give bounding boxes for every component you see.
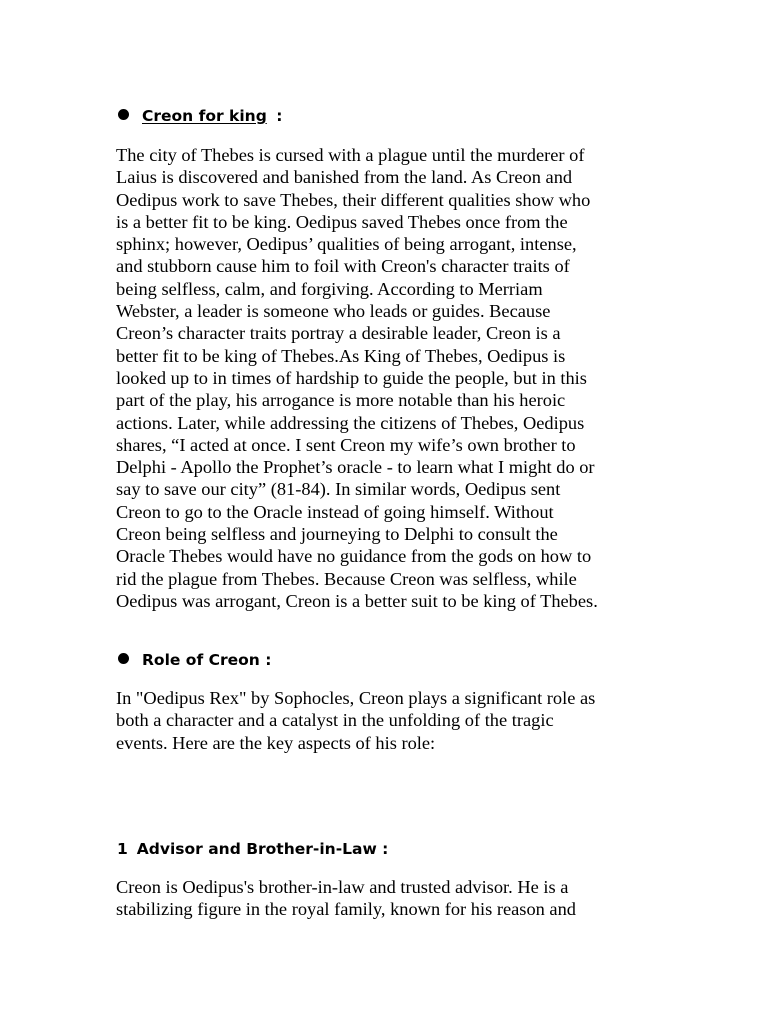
text-line: Creon’s character traits portray a desirable leader, Creon is a [116, 323, 561, 344]
heading-text: Role of Creon : [142, 651, 272, 669]
text-line: events. Here are the key aspects of his role: [116, 732, 436, 753]
text-line: Delphi - Apollo the Prophet’s oracle - to learn what I might do or [116, 457, 595, 478]
paragraph-creon-for-king [116, 144, 666, 612]
text-line: shares, “I acted at once. I sent Creon my wife’s own brother to [116, 434, 576, 455]
text-line: Oracle Thebes would have no guidance from the gods on how to [116, 546, 592, 567]
paragraph-role-of-creon [116, 687, 666, 754]
section-heading-role-of-creon [118, 650, 271, 670]
text-line: actions. Later, while addressing the citizens of Thebes, Oedipus [116, 412, 585, 433]
text-line: Oedipus work to save Thebes, their different qualities show who [116, 189, 591, 210]
text-line: Creon being selfless and journeying to Delphi to consult the [116, 524, 558, 545]
text-line: sphinx; however, Oedipus’ qualities of being arrogant, intense, [116, 234, 577, 255]
section-heading-advisor [117, 839, 388, 859]
text-line: In "Oedipus Rex" by Sophocles, Creon plays a significant role as [116, 688, 596, 708]
text-line: Creon to go to the Oracle instead of going himself. Without [116, 501, 554, 522]
heading-text: Creon for king [142, 107, 267, 125]
heading-text: Advisor and Brother-in-Law : [136, 840, 389, 858]
text-line: The city of Thebes is cursed with a plague until the murderer of [116, 145, 585, 165]
text-line: is a better fit to be king. Oedipus saved Thebes once from the [116, 211, 568, 232]
text-line: Laius is discovered and banished from the land. As Creon and [116, 167, 573, 188]
text-line: both a character and a catalyst in the unfolding of the tragic [116, 710, 554, 731]
text-line: Oedipus was arrogant, Creon is a better suit to be king of Thebes. [116, 590, 598, 611]
text-line: Webster, a leader is someone who leads or guides. Because [116, 301, 551, 322]
heading-number: 1 [117, 840, 128, 858]
text-line: better fit to be king of Thebes.As King of Thebes, Oedipus is [116, 345, 566, 366]
text-line: stabilizing figure in the royal family, known for his reason and [116, 899, 576, 920]
text-line: looked up to in times of hardship to guide the people, but in this [116, 367, 587, 388]
text-line: say to save our city” (81-84). In similar words, Oedipus sent [116, 479, 561, 500]
bullet-icon [118, 653, 129, 664]
text-line: part of the play, his arrogance is more notable than his heroic [116, 390, 566, 411]
text-line: rid the plague from Thebes. Because Creon was selfless, while [116, 568, 577, 589]
text-line: Creon is Oedipus's brother-in-law and trusted advisor. He is a [116, 877, 569, 897]
heading-suffix: : [270, 107, 283, 125]
text-line: being selfless, calm, and forgiving. According to Merriam [116, 278, 543, 299]
paragraph-advisor [116, 876, 666, 921]
text-line: and stubborn cause him to foil with Creon's character traits of [116, 256, 570, 277]
bullet-icon [118, 109, 129, 120]
section-heading-creon-for-king [118, 106, 282, 126]
